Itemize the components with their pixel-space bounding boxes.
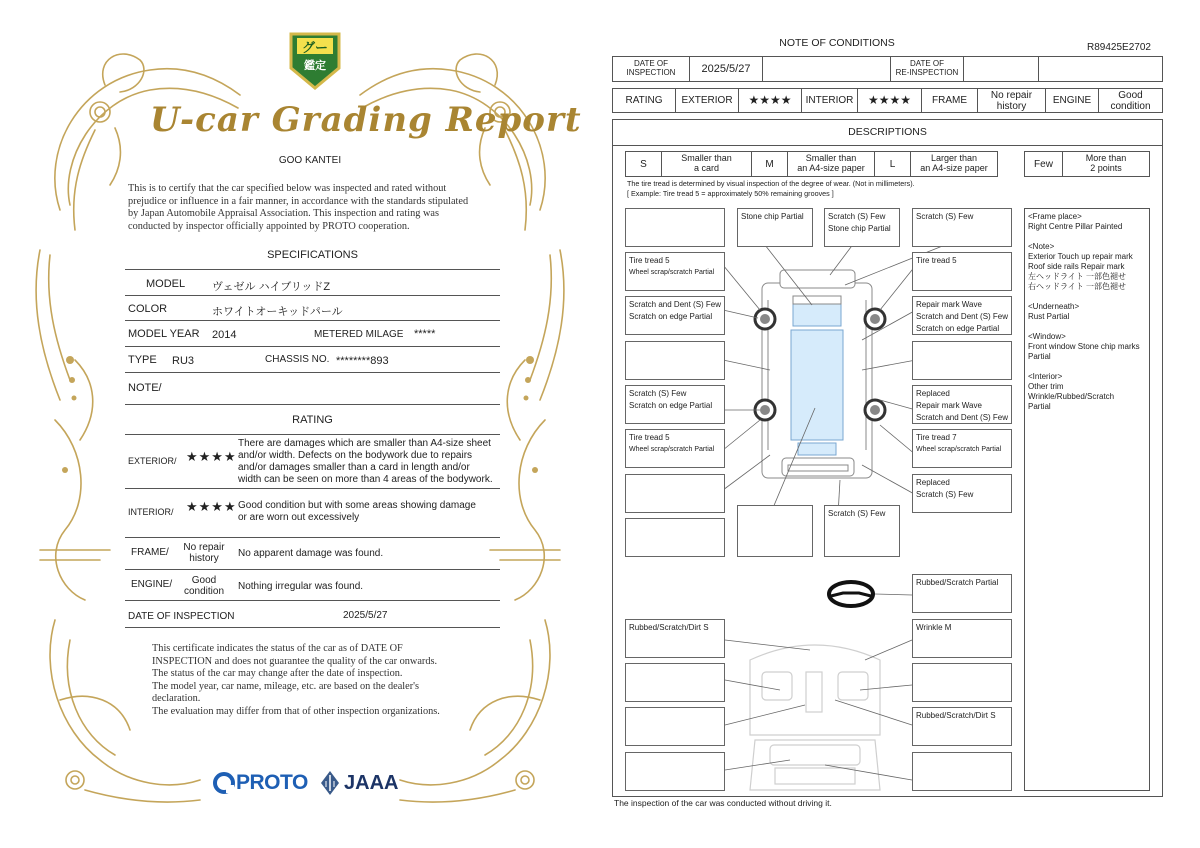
exterior-label: EXTERIOR: [676, 89, 739, 112]
frame-value: No repair history: [978, 89, 1046, 112]
condition-box: Rubbed/Scratch Partial: [912, 574, 1012, 613]
legend-m: M: [752, 152, 788, 176]
model-year-value: 2014: [212, 329, 237, 341]
descriptions-heading: DESCRIPTIONS: [848, 126, 927, 138]
condition-box: Scratch (S) Few: [824, 505, 900, 557]
type-label: TYPE: [128, 354, 157, 366]
inspection-date-label: DATE OF INSPECTION: [128, 611, 235, 622]
condition-box: Rubbed/Scratch/Dirt S: [625, 619, 725, 658]
notes-line: Partial: [1028, 402, 1051, 411]
condition-box: Replaced Repair mark Wave Scratch and Dent (S) Few: [912, 385, 1012, 424]
inspection-date-value: 2025/5/27: [343, 610, 388, 621]
condition-box: Scratch (S) Few Scratch on edge Partial: [625, 385, 725, 424]
certificate-intro: This is to certify that the car specified below was inspected and rated without prejudice or influence in a fair manner, in accordance with the standards stipulated by Japan Automobile Appraisal Association. This inspection and rating was conducted by inspector officially appointed by PROTO cooperation.: [128, 183, 469, 232]
condition-box-empty: [625, 518, 725, 557]
spec-line: [125, 434, 500, 435]
spec-line: [125, 488, 500, 489]
legend-l: L: [875, 152, 911, 176]
engine-description: Nothing irregular was found.: [238, 581, 364, 592]
spec-line: [125, 627, 500, 628]
legend-few-text: More than 2 points: [1085, 153, 1127, 173]
type-value: RU3: [172, 355, 195, 367]
condition-box: Repair mark Wave Scratch and Dent (S) Few Scratch on edge Partial: [912, 296, 1012, 335]
condition-box: Tire tread 5 Wheel scrap/scratch Partial: [625, 252, 725, 291]
notes-line: <Underneath>: [1028, 302, 1080, 311]
certificate-footer: This certificate indicates the status of the car as of DATE OF INSPECTION and does not guarantee the quality of the car onwards. The status of the car may change after the date of inspection. The model year, car name, mileage, etc. are based on the dealer's declaration. The evaluation may differ from that of other inspection organizations.: [152, 643, 440, 717]
condition-box: Wrinkle M: [912, 619, 1012, 658]
condition-box: Replaced Scratch (S) Few: [912, 474, 1012, 513]
engine-value: Good condition: [1110, 89, 1151, 112]
notes-line: <Interior>: [1028, 372, 1063, 381]
proto-logo: PROTO: [213, 771, 308, 795]
certificate-title: U-car Grading Report: [150, 100, 582, 140]
spec-line: [125, 295, 500, 296]
legend-m-text: Smaller than an A4-size paper: [788, 152, 875, 176]
notes-line: Wrinkle/Rubbed/Scratch: [1028, 392, 1115, 401]
jaaa-mark-icon: [320, 770, 340, 796]
legend-few: Few: [1025, 152, 1063, 176]
condition-box: Scratch and Dent (S) Few Scratch on edge Partial: [625, 296, 725, 335]
engine-label: ENGINE: [1046, 89, 1099, 112]
chassis-label: CHASSIS NO.: [265, 354, 330, 365]
model-year-label: MODEL YEAR: [128, 328, 200, 340]
interior-stars: ★★★★: [858, 89, 922, 112]
notes-line: 右ヘッドライト 一部色褪せ: [1028, 282, 1126, 291]
notes-line: Partial: [1028, 352, 1051, 361]
frame-label: FRAME: [922, 89, 978, 112]
mileage-value: *****: [414, 328, 436, 340]
frame-description: No apparent damage was found.: [238, 548, 384, 559]
chassis-value: ********893: [336, 355, 389, 367]
condition-box-empty: [625, 208, 725, 247]
engine-value: Good condition: [183, 575, 225, 597]
spec-line: [125, 600, 500, 601]
date-inspection-value: 2025/5/27: [690, 57, 763, 81]
bottom-note: The inspection of the car was conducted without driving it.: [614, 798, 832, 808]
mileage-label: METERED MILAGE: [314, 329, 404, 340]
proto-mark-icon: [213, 772, 235, 794]
interior-description: Good condition but with some areas showing damage or are worn out excessively: [238, 500, 476, 523]
condition-box-empty: [625, 707, 725, 746]
rating-heading: RATING: [292, 414, 333, 426]
spec-line: [125, 346, 500, 347]
condition-box-empty: [737, 505, 813, 557]
notes-line: <Window>: [1028, 332, 1066, 341]
model-value: ヴェゼル ハイブリッドZ: [212, 281, 331, 293]
notes-line: [1028, 362, 1146, 372]
exterior-label: EXTERIOR/: [128, 456, 177, 466]
notes-line: <Note>: [1028, 242, 1055, 251]
interior-stars: ★★★★: [186, 499, 237, 514]
frame-value: No repair history: [183, 542, 225, 564]
exterior-stars: ★★★★: [186, 449, 237, 464]
notes-line: [1028, 292, 1146, 302]
notes-line: Right Centre Pillar Painted: [1028, 222, 1123, 231]
notes-line: Front window Stone chip marks: [1028, 342, 1140, 351]
notes-line: [1028, 322, 1146, 332]
spec-line: [125, 537, 500, 538]
spec-line: [125, 320, 500, 321]
specifications-heading: SPECIFICATIONS: [267, 249, 358, 261]
condition-box: Scratch (S) Few Stone chip Partial: [824, 208, 900, 247]
spec-line: [125, 404, 500, 405]
condition-box-empty: [912, 752, 1012, 791]
goo-kantei-logo: グー 鑑定: [287, 30, 343, 92]
condition-box: Stone chip Partial: [737, 208, 813, 247]
condition-box-empty: [625, 474, 725, 513]
notes-line: Rust Partial: [1028, 312, 1070, 321]
jaaa-logo: JAAA: [320, 770, 398, 796]
interior-label: INTERIOR/: [128, 507, 174, 517]
condition-box-empty: [625, 663, 725, 702]
date-inspection-label: DATE OF INSPECTION: [613, 57, 690, 81]
legend-s-text: Smaller than a card: [662, 152, 752, 176]
exterior-description: There are damages which are smaller than A4-size sheet and/or width. Defects on the bodywork due to repairs and/or damages smaller than a card in length and/or width can be seen on more than 4 areas of the bodywork.: [238, 438, 493, 485]
condition-box-empty: [912, 663, 1012, 702]
color-value: ホワイトオーキッドパール: [212, 306, 343, 318]
condition-box: Tire tread 5: [912, 252, 1012, 291]
steering-wheel-icon: [829, 582, 873, 606]
condition-box: Tire tread 5 Wheel scrap/scratch Partial: [625, 429, 725, 468]
notes-line: <Frame place>: [1028, 212, 1082, 221]
legend-s: S: [626, 152, 662, 176]
date-reinspection-label: DATE OF RE-INSPECTION: [890, 57, 964, 81]
notes-panel: [1024, 208, 1150, 791]
engine-label: ENGINE/: [131, 579, 173, 590]
rating-label: RATING: [613, 89, 676, 112]
notes-line: 左ヘッドライト 一部色褪せ: [1028, 272, 1126, 281]
notes-line: Exterior Touch up repair mark: [1028, 252, 1133, 261]
condition-box-empty: [912, 341, 1012, 380]
condition-box-empty: [625, 341, 725, 380]
notes-line: [1028, 232, 1146, 242]
condition-box-empty: [625, 752, 725, 791]
tread-note: The tire tread is determined by visual inspection of the degree of wear. (Not in millimeters). [ Example: Tire tread 5 = approximately 50% remaining grooves ]: [627, 179, 915, 198]
condition-box: Rubbed/Scratch/Dirt S: [912, 707, 1012, 746]
spec-line: [125, 569, 500, 570]
interior-label: INTERIOR: [802, 89, 858, 112]
notes-line: Other trim: [1028, 382, 1064, 391]
exterior-stars: ★★★★: [739, 89, 802, 112]
spec-line: [125, 372, 500, 373]
model-label: MODEL: [146, 278, 186, 290]
frame-label: FRAME/: [131, 547, 169, 558]
certificate-subtitle: GOO KANTEI: [278, 155, 342, 166]
color-label: COLOR: [128, 303, 168, 315]
note-label: NOTE/: [128, 382, 162, 394]
report-id: R89425E2702: [1087, 42, 1151, 53]
condition-box: Scratch (S) Few: [912, 208, 1012, 247]
legend-l-text: Larger than an A4-size paper: [920, 153, 988, 173]
spec-line: [125, 269, 500, 270]
report-title: NOTE OF CONDITIONS: [779, 37, 895, 49]
condition-box: Tire tread 7 Wheel scrap/scratch Partial: [912, 429, 1012, 468]
notes-line: Roof side rails Repair mark: [1028, 262, 1125, 271]
